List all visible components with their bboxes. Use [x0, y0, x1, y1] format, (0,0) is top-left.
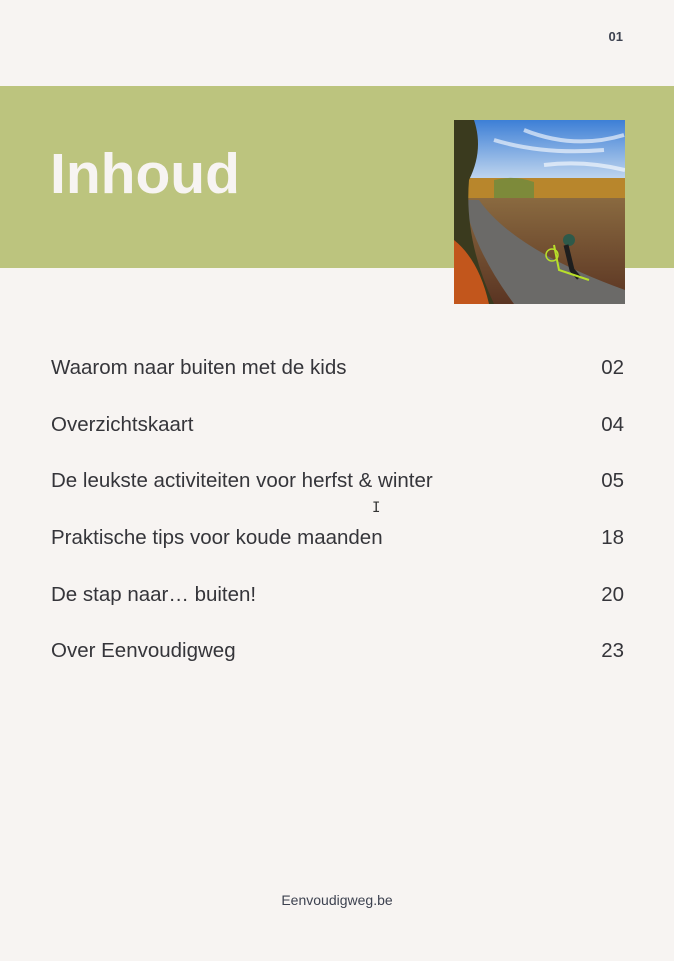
toc-item-page: 02 — [601, 356, 624, 380]
toc-item-label: Overzichtskaart — [51, 412, 194, 436]
table-of-contents — [51, 340, 624, 680]
toc-item-page: 18 — [601, 526, 624, 550]
toc-item[interactable] — [51, 340, 624, 397]
toc-item-page: 05 — [601, 469, 624, 493]
footer-website[interactable]: Eenvoudigweg.be — [281, 892, 393, 908]
page-number: 01 — [608, 29, 623, 44]
text-cursor-icon: I — [372, 500, 381, 516]
autumn-scooter-photo — [454, 120, 625, 304]
toc-item[interactable] — [51, 510, 624, 567]
toc-item-page: 23 — [601, 639, 624, 663]
toc-item-page: 20 — [601, 582, 624, 606]
page-title: Inhoud — [50, 142, 240, 206]
toc-item-page: 04 — [601, 412, 624, 436]
toc-item[interactable] — [51, 453, 624, 510]
toc-item[interactable] — [51, 397, 624, 454]
toc-item-label: Waarom naar buiten met de kids — [51, 356, 347, 380]
toc-item-label: Praktische tips voor koude maanden — [51, 526, 383, 550]
toc-item-label: De stap naar… buiten! — [51, 582, 257, 606]
toc-item[interactable] — [51, 623, 624, 680]
toc-item-label: De leukste activiteiten voor herfst & winter — [51, 469, 433, 493]
toc-item-label: Over Eenvoudigweg — [51, 639, 236, 663]
toc-item[interactable] — [51, 566, 624, 623]
